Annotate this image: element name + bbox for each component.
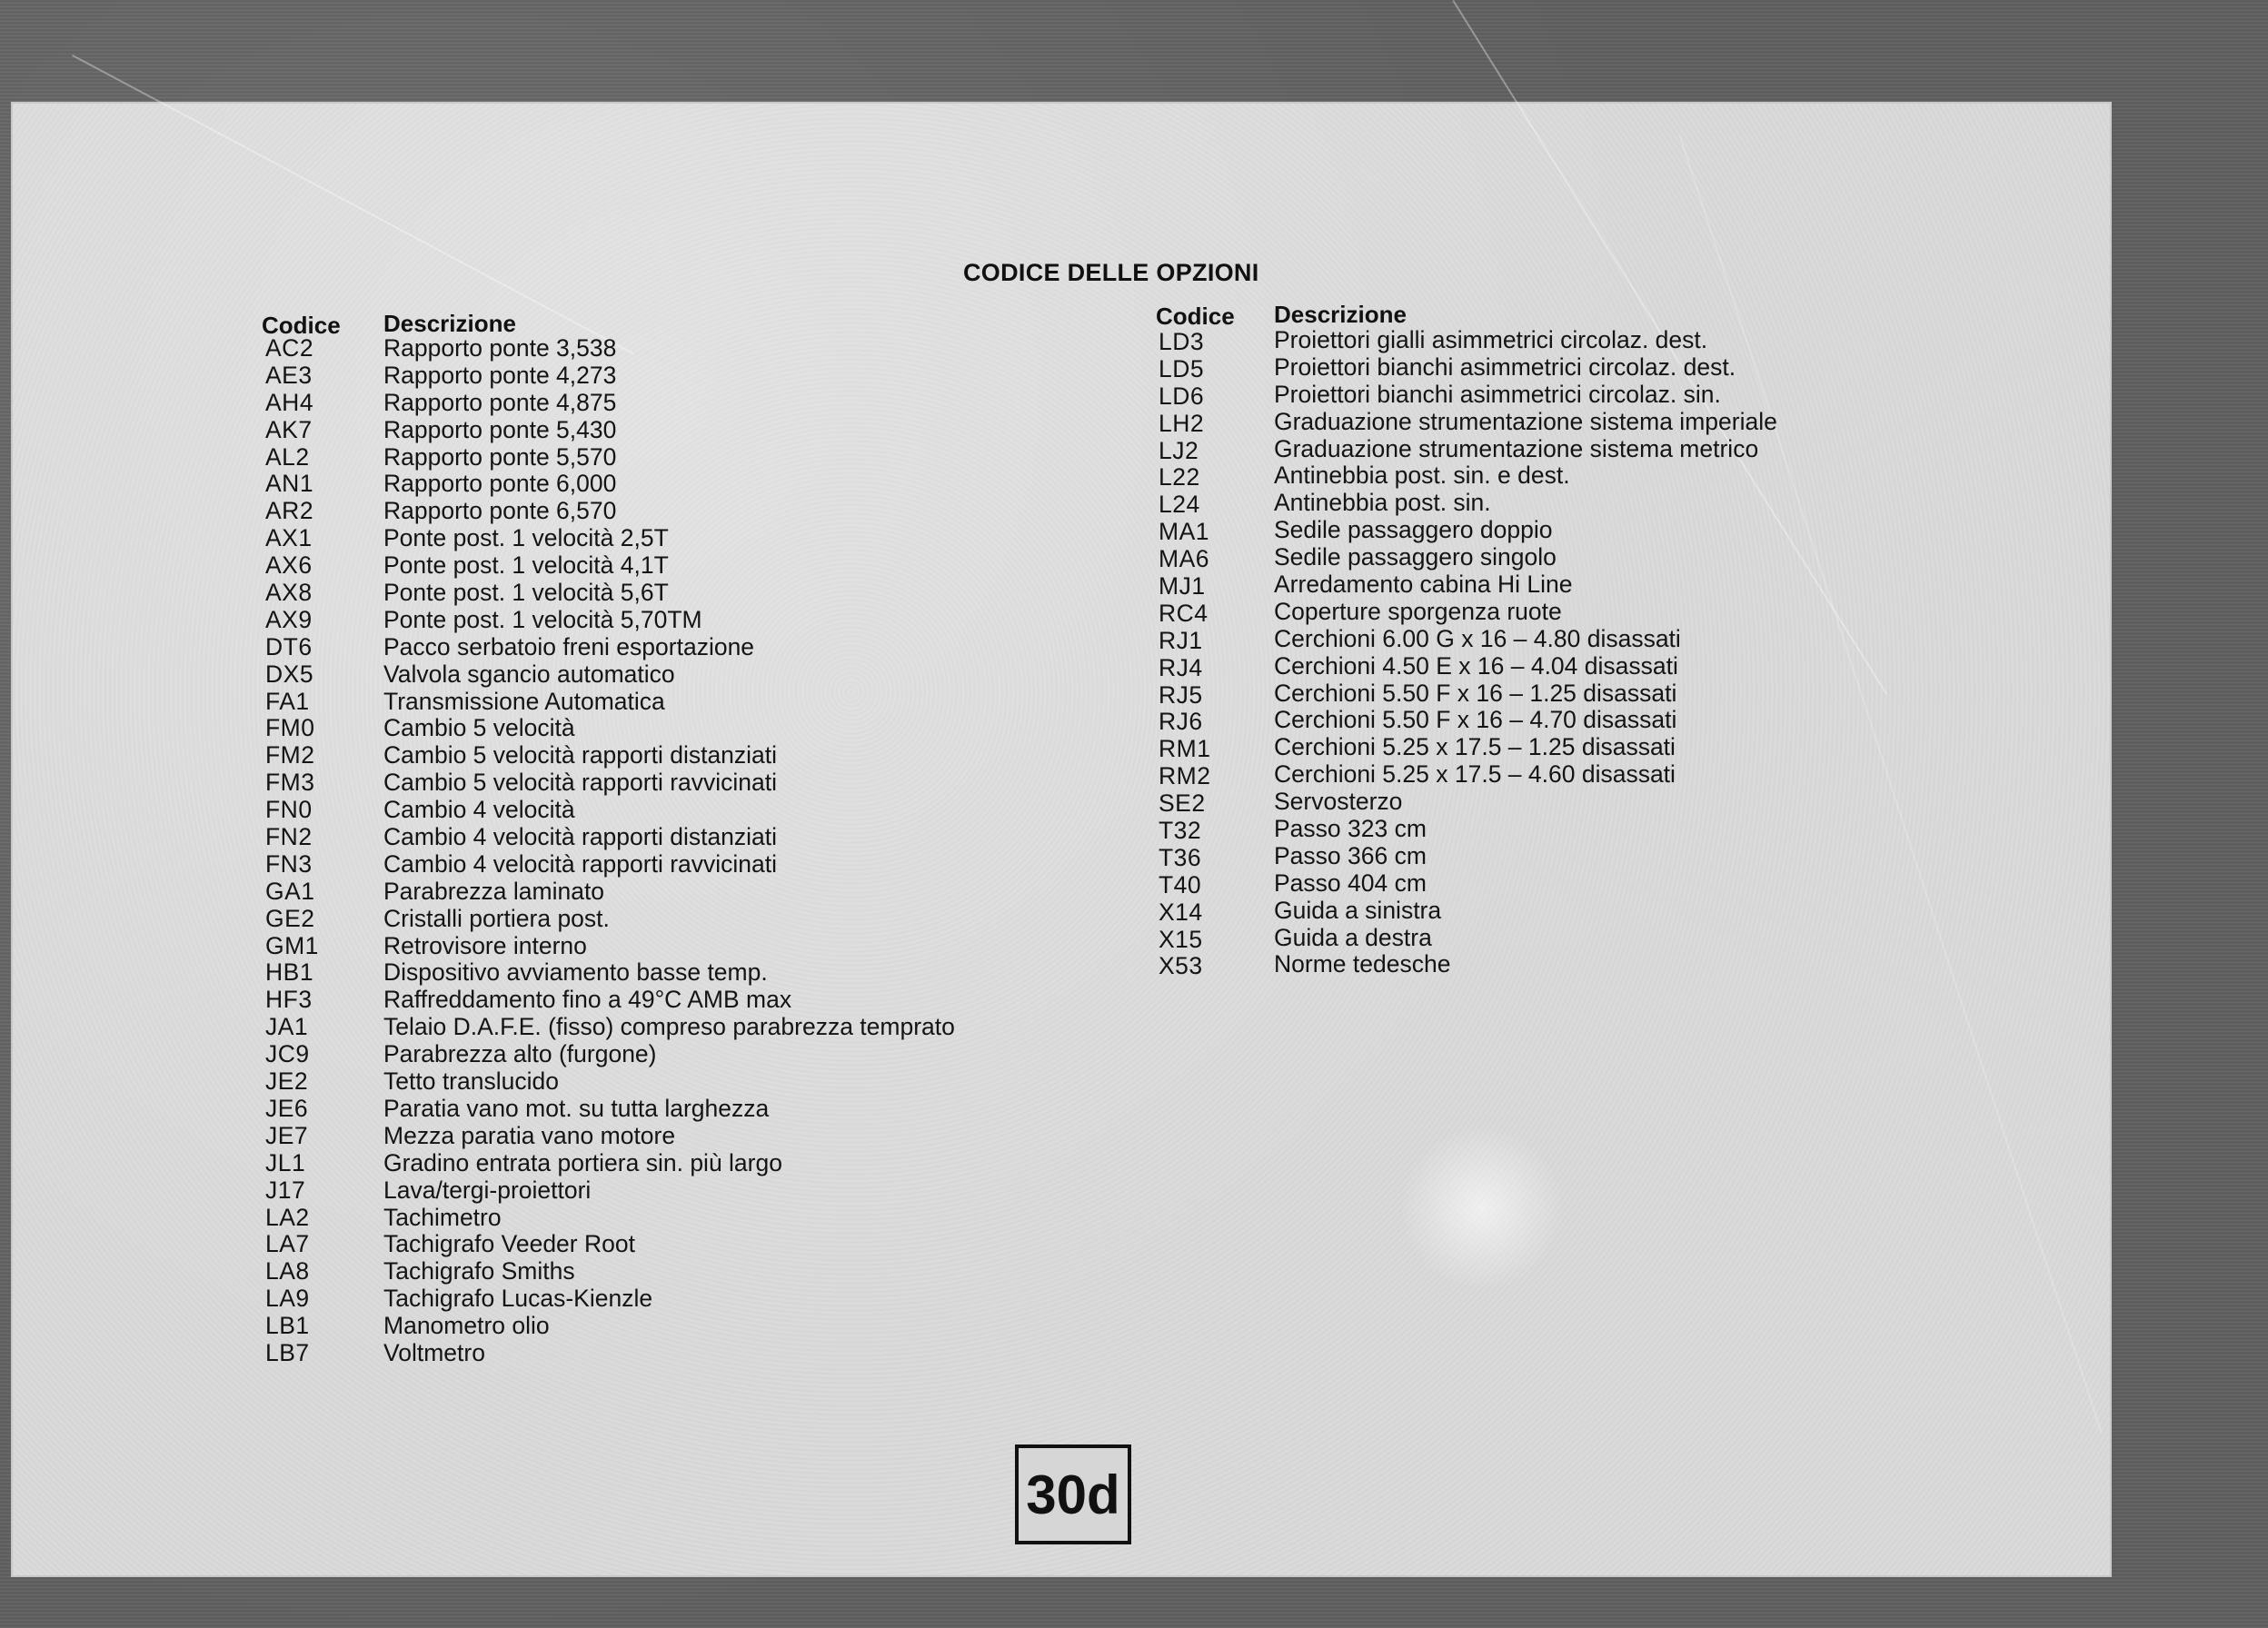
left-row-description: Paratia vano mot. su tutta larghezza [383,1094,770,1122]
right-row-code: T40 [1159,870,1202,898]
left-row-code: AX1 [265,524,313,552]
left-row-code: DT6 [265,632,313,660]
left-row-code: HB1 [265,958,314,987]
left-row-code: FN0 [265,796,313,824]
left-row-description: Valvola sgancio automatico [383,660,675,688]
right-description-column [1274,327,1777,978]
right-row-description: Passo 404 cm [1274,869,1427,897]
right-row-description: Passo 366 cm [1274,841,1427,869]
left-header-code: Codice [262,312,341,339]
right-row-code: L24 [1159,491,1200,519]
right-row-description: Graduazione strumentazione sistema imperiale [1274,407,1777,435]
left-row-description: Mezza paratia vano motore [383,1121,676,1149]
left-row-code: AE3 [265,361,313,389]
right-row-code: L22 [1159,463,1200,491]
left-row-description: Cambio 5 velocità [383,714,575,742]
left-row-code: GE2 [265,904,315,932]
left-row-code: HF3 [265,986,313,1014]
left-row-code: J17 [265,1176,306,1204]
right-row-code: LD6 [1159,382,1205,410]
left-row-description: Manometro olio [383,1312,550,1340]
right-row-description: Guida a destra [1274,923,1432,951]
left-row-description: Rapporto ponte 4,875 [383,388,617,416]
left-row-code: AX9 [265,605,313,633]
left-row-description: Ponte post. 1 velocità 5,6T [383,579,669,607]
right-row-code: RJ4 [1159,653,1203,681]
right-row-description: Proiettori bianchi asimmetrici circolaz. dest. [1274,352,1736,381]
left-row-description: Cambio 5 velocità rapporti distanziati [383,741,778,769]
right-row-code: LH2 [1159,409,1205,437]
right-row-code: MA1 [1159,518,1209,546]
right-row-code: RJ1 [1159,626,1203,654]
left-row-description: Tetto translucido [383,1067,559,1096]
right-row-code: RJ6 [1159,708,1203,736]
left-row-description: Tachigrafo Veeder Root [383,1230,635,1258]
left-row-code: AX6 [265,551,313,580]
left-header-description: Descrizione [383,310,516,337]
left-row-description: Transmissione Automatica [383,687,665,715]
left-row-code: GM1 [265,931,319,959]
right-row-description: Antinebbia post. sin. e dest. [1274,462,1570,490]
left-row-description: Tachigrafo Smiths [383,1257,575,1286]
left-description-column [383,335,955,1367]
right-row-code: MJ1 [1159,572,1206,601]
left-row-code: AK7 [265,415,313,443]
left-row-code: JE2 [265,1067,309,1096]
left-row-description: Ponte post. 1 velocità 2,5T [383,524,669,552]
left-code-column [265,335,319,1367]
left-row-description: Rapporto ponte 6,570 [383,497,617,525]
left-row-code: FN3 [265,849,313,878]
left-row-description: Rapporto ponte 3,538 [383,334,617,362]
left-row-code: DX5 [265,660,314,688]
left-row-description: Pacco serbatoio freni esportazione [383,632,755,660]
left-row-code: FN2 [265,823,313,851]
right-row-code: X53 [1159,952,1203,980]
left-row-description: Ponte post. 1 velocità 5,70TM [383,605,702,633]
left-row-code: LA2 [265,1203,310,1231]
left-row-code: JE7 [265,1121,309,1149]
left-row-description: Voltmetro [383,1338,485,1366]
left-row-code: GA1 [265,877,315,905]
left-row-description: Retrovisore interno [383,931,587,959]
left-row-description: Rapporto ponte 6,000 [383,470,617,498]
left-row-code: LB7 [265,1338,310,1366]
right-row-description: Cerchioni 4.50 E x 16 – 4.04 disassati [1274,651,1678,680]
right-row-code: T36 [1159,843,1202,871]
right-row-code: LJ2 [1159,436,1199,464]
right-row-code: RC4 [1159,599,1209,627]
right-row-description: Proiettori gialli asimmetrici circolaz. dest. [1274,326,1708,353]
right-code-column [1159,329,1210,980]
right-row-code: X15 [1159,925,1203,953]
left-row-description: Rapporto ponte 5,430 [383,415,617,443]
right-row-description: Guida a sinistra [1274,896,1442,924]
left-row-code: AL2 [265,442,310,471]
left-row-code: AN1 [265,470,314,498]
right-row-description: Graduazione strumentazione sistema metrico [1274,434,1759,462]
right-row-code: RJ5 [1159,680,1203,709]
right-row-description: Cerchioni 6.00 G x 16 – 4.80 disassati [1274,624,1681,652]
right-row-description: Cerchioni 5.50 F x 16 – 4.70 disassati [1274,706,1677,734]
right-row-description: Arredamento cabina Hi Line [1274,571,1573,599]
page-title: CODICE DELLE OPZIONI [963,259,1259,286]
right-row-description: Servosterzo [1274,788,1403,816]
right-row-description: Cerchioni 5.25 x 17.5 – 4.60 disassati [1274,760,1676,789]
left-row-code: LA9 [265,1285,310,1313]
right-row-description: Passo 323 cm [1274,815,1427,843]
left-row-description: Rapporto ponte 5,570 [383,442,617,471]
right-row-description: Proiettori bianchi asimmetrici circolaz. sin. [1274,380,1721,408]
right-row-description: Antinebbia post. sin. [1274,489,1491,517]
right-row-description: Cerchioni 5.50 F x 16 – 1.25 disassati [1274,679,1677,707]
left-row-code: JL1 [265,1148,306,1176]
left-row-code: AC2 [265,334,314,362]
left-row-code: LB1 [265,1312,310,1340]
right-row-code: X14 [1159,898,1203,926]
right-row-code: MA6 [1159,545,1209,573]
left-row-code: FA1 [265,687,310,715]
left-row-code: FM0 [265,714,315,742]
left-row-description: Lava/tergi-proiettori [383,1176,592,1204]
right-row-code: RM1 [1159,735,1211,763]
left-row-description: Tachimetro [383,1203,502,1231]
left-row-description: Rapporto ponte 4,273 [383,361,617,389]
right-row-description: Coperture sporgenza ruote [1274,597,1562,625]
left-row-code: JA1 [265,1013,309,1041]
page-number: 30d [1015,1444,1131,1544]
left-row-description: Tachigrafo Lucas-Kienzle [383,1285,653,1313]
left-row-description: Dispositivo avviamento basse temp. [383,958,768,987]
left-row-code: AX8 [265,579,313,607]
left-row-description: Cambio 4 velocità rapporti ravvicinati [383,849,778,878]
left-row-description: Ponte post. 1 velocità 4,1T [383,551,669,580]
left-row-description: Cristalli portiera post. [383,904,610,932]
right-row-code: T32 [1159,817,1202,845]
right-row-code: SE2 [1159,789,1206,818]
right-row-description: Sedile passaggero doppio [1274,516,1553,544]
left-row-code: LA7 [265,1230,310,1258]
right-header-description: Descrizione [1274,301,1407,328]
left-row-description: Telaio D.A.F.E. (fisso) compreso parabrezza temprato [383,1013,955,1041]
left-row-description: Parabrezza alto (furgone) [383,1040,657,1068]
left-row-code: FM2 [265,741,315,769]
left-row-description: Gradino entrata portiera sin. più largo [383,1148,782,1176]
left-row-description: Cambio 4 velocità [383,796,575,824]
left-row-code: AR2 [265,497,314,525]
left-row-code: LA8 [265,1257,310,1286]
right-row-code: RM2 [1159,762,1211,790]
right-header-code: Codice [1156,303,1235,330]
right-row-description: Norme tedesche [1274,950,1451,978]
right-row-description: Cerchioni 5.25 x 17.5 – 1.25 disassati [1274,733,1676,761]
left-row-description: Parabrezza laminato [383,877,605,905]
left-row-description: Cambio 4 velocità rapporti distanziati [383,823,778,851]
right-row-code: LD5 [1159,354,1205,382]
right-row-description: Sedile passaggero singolo [1274,543,1557,571]
left-row-code: JE6 [265,1094,309,1122]
left-row-description: Raffreddamento fino a 49°C AMB max [383,986,792,1014]
left-row-code: AH4 [265,388,314,416]
left-row-code: JC9 [265,1040,310,1068]
left-row-code: FM3 [265,769,315,797]
left-row-description: Cambio 5 velocità rapporti ravvicinati [383,769,778,797]
right-row-code: LD3 [1159,328,1205,355]
